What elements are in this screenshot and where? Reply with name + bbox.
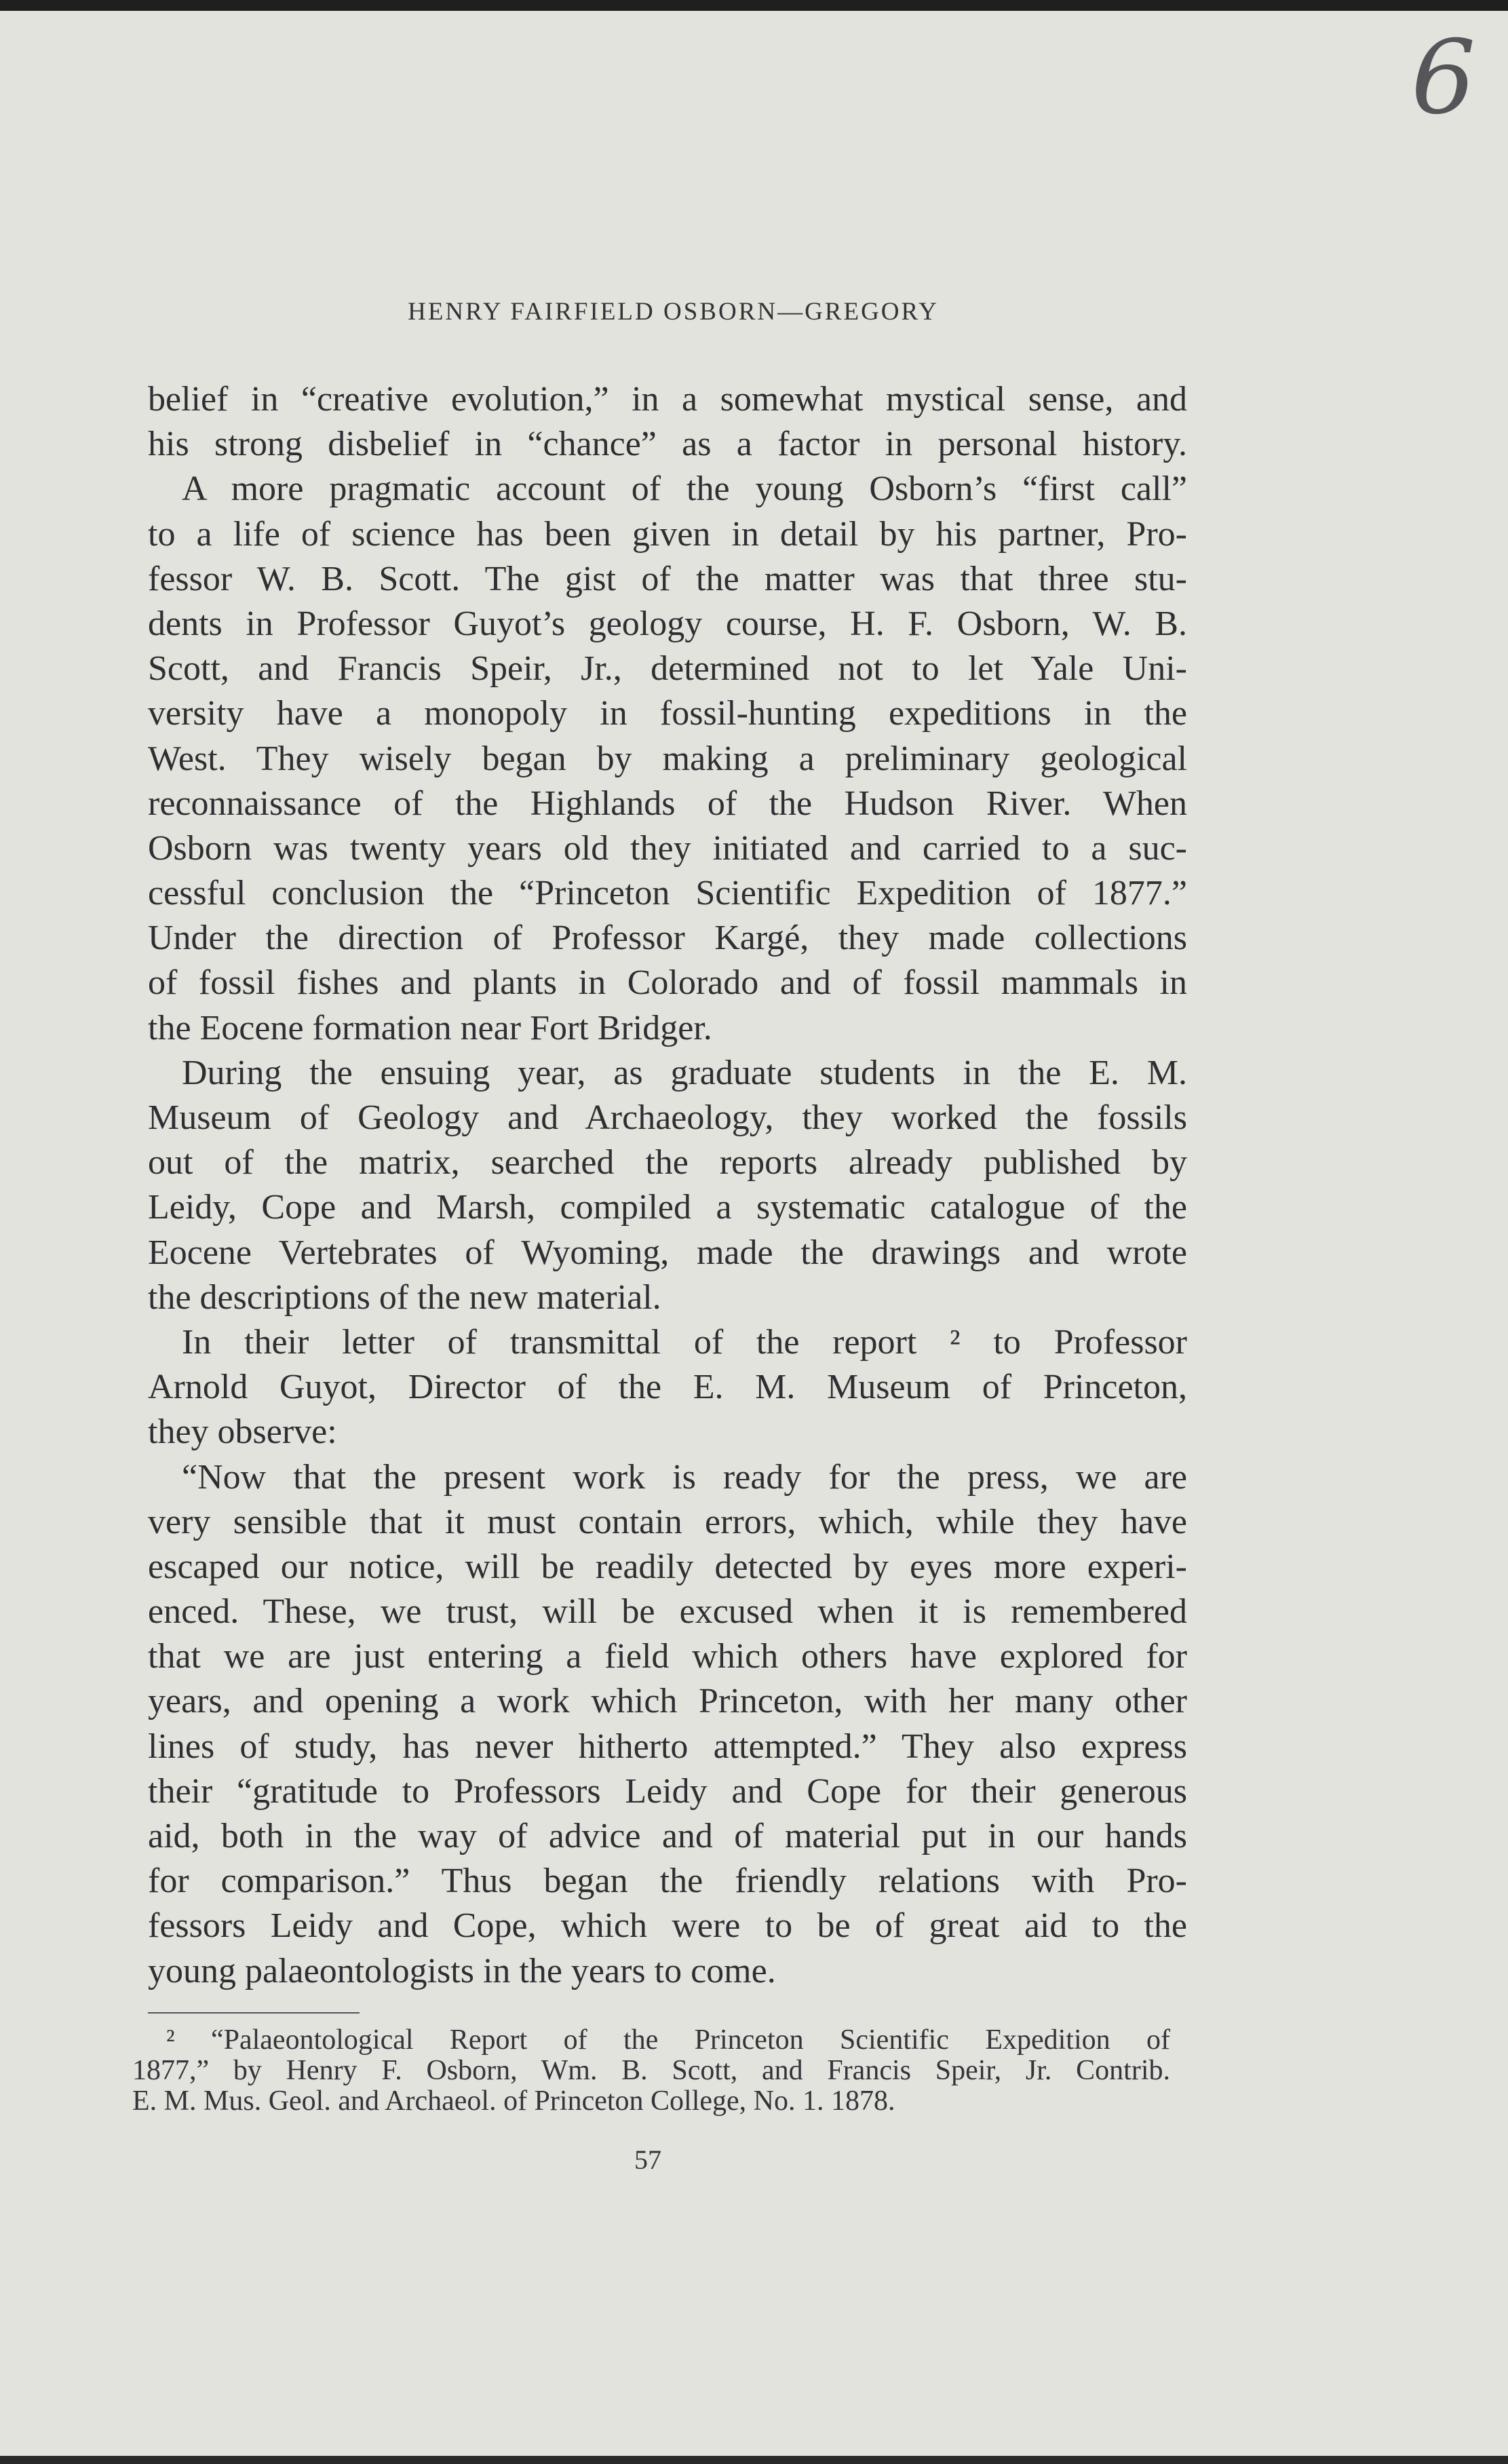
- body-line: reconnaissance of the Highlands of the Hudson River. When: [148, 784, 1187, 823]
- body-line: belief in “creative evolution,” in a somewhat mystical sense, and: [148, 380, 1187, 419]
- body-line: aid, both in the way of advice and of material put in our hands: [148, 1817, 1187, 1855]
- body-line: Osborn was twenty years old they initiated and carried to a suc-: [148, 828, 1187, 868]
- body-line: enced. These, we trust, will be excused when it is remembered: [148, 1592, 1187, 1632]
- body-line: years, and opening a work which Princeton, with her many other: [148, 1682, 1187, 1721]
- body-line: fessors Leidy and Cope, which were to be of great aid to the: [148, 1906, 1187, 1946]
- scan-bottom-edge: [0, 2456, 1508, 2464]
- body-line: Scott, and Francis Speir, Jr., determined not to let Yale Uni-: [148, 649, 1187, 689]
- body-line: fessor W. B. Scott. The gist of the matter was that three stu-: [148, 559, 1187, 598]
- body-line: his strong disbelief in “chance” as a factor in personal history.: [148, 425, 1187, 464]
- body-line: Under the direction of Professor Kargé, they made collections: [148, 919, 1187, 958]
- body-line: During the ensuing year, as graduate students in the E. M.: [182, 1053, 1187, 1092]
- body-line: very sensible that it must contain errors, which, while they have: [148, 1502, 1187, 1541]
- body-line: out of the matrix, searched the reports already published by: [148, 1143, 1187, 1182]
- body-line: “Now that the present work is ready for the press, we are: [182, 1457, 1187, 1497]
- body-line: A more pragmatic account of the young Osborn’s “first call”: [182, 469, 1187, 509]
- scan-top-edge: [0, 0, 1508, 11]
- body-line: the Eocene formation near Fort Bridger.: [148, 1008, 712, 1047]
- body-line: they observe:: [148, 1412, 337, 1452]
- body-line: Leidy, Cope and Marsh, compiled a systematic catalogue of the: [148, 1188, 1187, 1227]
- body-line: Eocene Vertebrates of Wyoming, made the drawings and wrote: [148, 1233, 1187, 1272]
- body-line: cessful conclusion the “Princeton Scientific Expedition of 1877.”: [148, 874, 1187, 913]
- handwritten-page-mark: 6: [1411, 19, 1476, 137]
- body-line: Arnold Guyot, Director of the E. M. Museum of Princeton,: [148, 1368, 1187, 1407]
- body-line: that we are just entering a field which others have explored for: [148, 1637, 1187, 1676]
- body-line: versity have a monopoly in fossil-hunting expeditions in the: [148, 694, 1187, 733]
- body-line: to a life of science has been given in detail by his partner, Pro-: [148, 514, 1187, 554]
- footnote-line: 1877,” by Henry F. Osborn, Wm. B. Scott, and Francis Speir, Jr. Contrib.: [132, 2055, 1170, 2086]
- body-line: Museum of Geology and Archaeology, they worked the fossils: [148, 1098, 1187, 1137]
- footnotes: [132, 2025, 1170, 2117]
- footnote-line: E. M. Mus. Geol. and Archaeol. of Princeton College, No. 1. 1878.: [132, 2085, 895, 2117]
- footnote-rule: [148, 2012, 360, 2014]
- body-line: the descriptions of the new material.: [148, 1277, 661, 1317]
- footnote-line: ² “Palaeontological Report of the Princeton Scientific Expedition of: [166, 2024, 1170, 2056]
- running-head: HENRY FAIRFIELD OSBORN—GREGORY: [408, 298, 939, 326]
- body-line: In their letter of transmittal of the report ² to Professor: [182, 1322, 1187, 1362]
- body-line: of fossil fishes and plants in Colorado and of fossil mammals in: [148, 963, 1187, 1003]
- body-line: West. They wisely began by making a preliminary geological: [148, 739, 1187, 778]
- page-number: 57: [634, 2144, 661, 2175]
- body-line: for comparison.” Thus began the friendly relations with Pro-: [148, 1862, 1187, 1901]
- body-line: escaped our notice, will be readily detected by eyes more experi-: [148, 1547, 1187, 1586]
- body-line: their “gratitude to Professors Leidy and Cope for their generous: [148, 1771, 1187, 1811]
- body-line: young palaeontologists in the years to come.: [148, 1951, 776, 1990]
- body-line: dents in Professor Guyot’s geology course, H. F. Osborn, W. B.: [148, 604, 1187, 643]
- body-text: [148, 377, 1187, 1994]
- body-line: lines of study, has never hitherto attempted.” They also express: [148, 1727, 1187, 1766]
